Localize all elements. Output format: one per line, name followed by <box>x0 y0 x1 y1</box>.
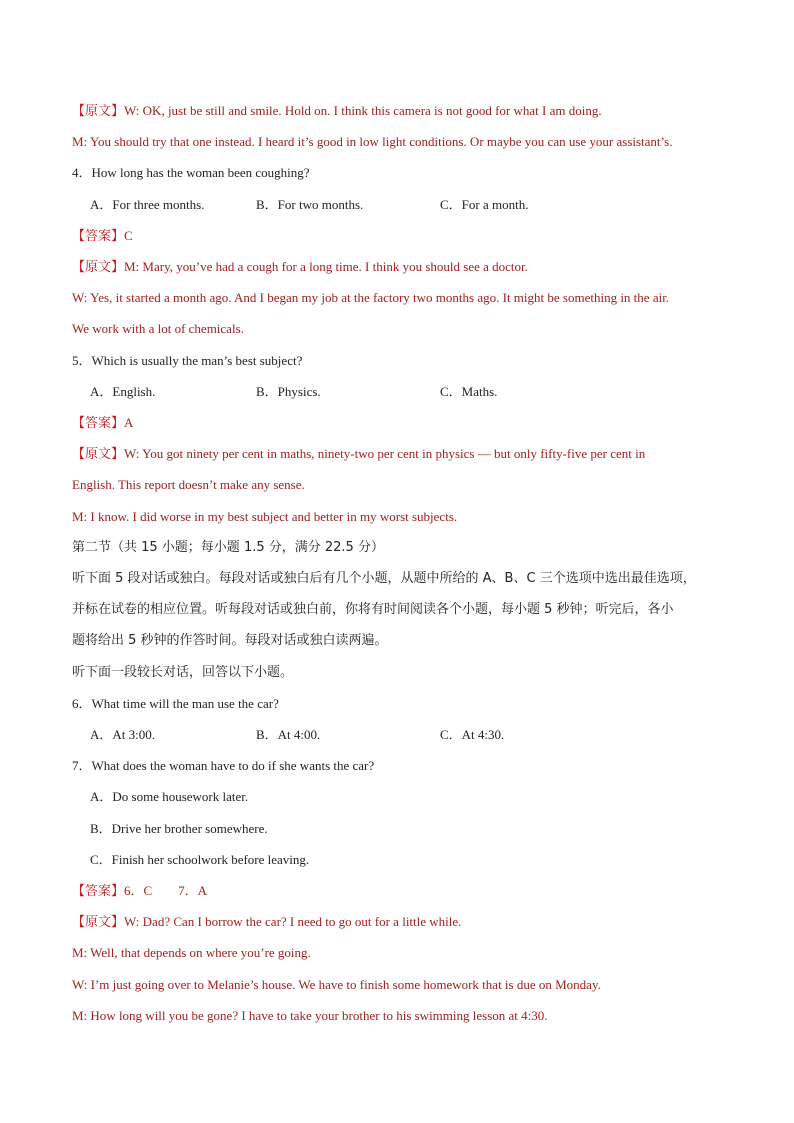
transcript-line: We work with a lot of chemicals. <box>72 321 244 336</box>
transcript-tag: 【原文】 <box>72 104 125 119</box>
question-6-stem: 6．What time will the man use the car? <box>72 696 279 711</box>
transcript-line: W: Yes, it started a month ago. And I began my job at the factory two months ago. It might be something in the air. <box>72 290 670 305</box>
answer-line: 【答案】6．C 7．A <box>72 883 208 899</box>
question-6-options <box>72 726 734 744</box>
option-c: C．Maths. <box>440 384 498 399</box>
option-a: A．Do some housework later. <box>90 789 249 804</box>
answer-line: 【答案】A <box>72 415 134 431</box>
transcript-line: M: You should try that one instead. I heard it’s good in low light conditions. Or maybe you can use your assistant’s. <box>72 134 673 149</box>
option-a: A．English. <box>90 384 156 399</box>
transcript-tag: 【原文】 <box>72 260 125 275</box>
option-c: C．At 4:30. <box>440 727 505 742</box>
section-instruction: 听下面 5 段对话或独白。每段对话或独白后有几个小题，从题中所给的 A、B、C 三个选项中选出最佳选项， <box>72 571 696 586</box>
question-5-stem: 5．Which is usually the man’s best subject? <box>72 353 303 368</box>
option-b: B．Drive her brother somewhere. <box>90 821 268 836</box>
question-7-stem: 7．What does the woman have to do if she wants the car? <box>72 758 375 773</box>
question-4-options <box>72 196 734 214</box>
option-a: A．At 3:00. <box>90 727 156 742</box>
section-instruction: 并标在试卷的相应位置。听每段对话或独白前，你将有时间阅读各个小题，每小题 5 秒钟；听完后，各小 <box>72 602 674 617</box>
question-7-option-a <box>72 788 734 806</box>
option-b: B．At 4:00. <box>256 727 321 742</box>
question-7-option-b <box>72 820 734 838</box>
transcript-line: W: I’m just going over to Melanie’s house. We have to finish some homework that is due on Monday. <box>72 977 601 992</box>
question-4-stem: 4．How long has the woman been coughing? <box>72 165 310 180</box>
transcript-tag: 【原文】 <box>72 915 125 930</box>
option-b: B．Physics. <box>256 384 321 399</box>
option-c: C．Finish her schoolwork before leaving. <box>90 852 310 867</box>
transcript-line: M: How long will you be gone? I have to take your brother to his swimming lesson at 4:30. <box>72 1008 548 1023</box>
question-7-option-c <box>72 851 734 869</box>
section-instruction: 听下面一段较长对话，回答以下小题。 <box>72 665 294 680</box>
answer-tag: 【答案】 <box>72 229 125 244</box>
transcript-line: 【原文】W: Dad? Can I borrow the car? I need to go out for a little while. <box>72 914 462 930</box>
answer-tag: 【答案】 <box>72 884 125 899</box>
option-c: C．For a month. <box>440 197 529 212</box>
answer-line: 【答案】C <box>72 228 133 244</box>
answer-tag: 【答案】 <box>72 416 125 431</box>
section-instruction: 题将给出 5 秒钟的作答时间。每段对话或独白读两遍。 <box>72 633 388 648</box>
section-2-heading: 第二节（共 15 小题；每小题 1.5 分，满分 22.5 分） <box>72 540 384 555</box>
option-b: B．For two months. <box>256 197 364 212</box>
transcript-line: M: Well, that depends on where you’re going. <box>72 945 311 960</box>
transcript-line: 【原文】M: Mary, you’ve had a cough for a long time. I think you should see a doctor. <box>72 259 528 275</box>
transcript-tag: 【原文】 <box>72 447 125 462</box>
question-5-options <box>72 383 734 401</box>
option-a: A．For three months. <box>90 197 205 212</box>
transcript-line: 【原文】W: OK, just be still and smile. Hold on. I think this camera is not good for what I am doing. <box>72 103 602 119</box>
transcript-line: M: I know. I did worse in my best subject and better in my worst subjects. <box>72 509 458 524</box>
transcript-line: 【原文】W: You got ninety per cent in maths, ninety-two per cent in physics — but only fifty-five per cent in <box>72 446 646 462</box>
transcript-line: English. This report doesn’t make any sense. <box>72 477 305 492</box>
